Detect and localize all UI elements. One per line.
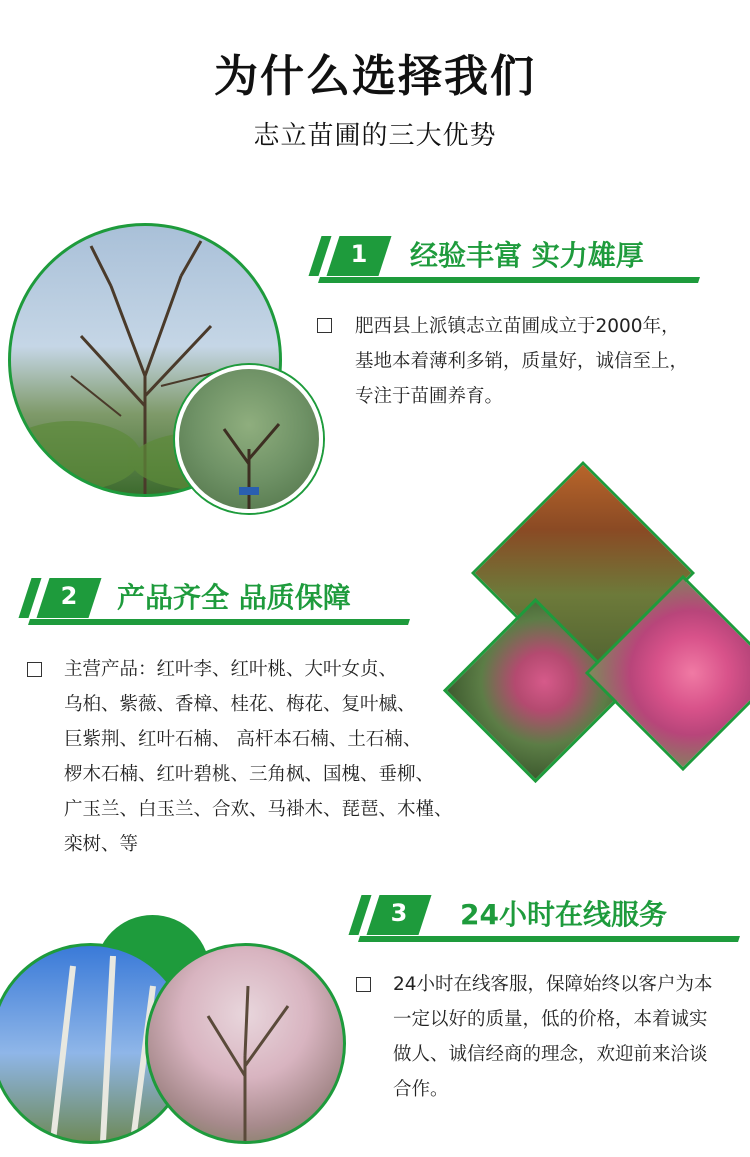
section-2-line: 乌桕、紫薇、香樟、桂花、梅花、复叶槭、: [64, 694, 416, 715]
pink-tree-photo: [145, 943, 346, 1144]
section-1-number: 1: [350, 240, 368, 268]
section-3-line: 24小时在线客服，保障始终以客户为本: [393, 974, 713, 995]
section-2-line: 椤木石楠、红叶碧桃、三角枫、国槐、垂柳、: [64, 764, 435, 785]
section-2-line: 巨紫荆、红叶石楠、 高杆本石楠、土石楠、: [64, 729, 422, 750]
section-3-line: 合作。: [393, 1079, 449, 1100]
section-2-text: [64, 652, 453, 862]
checkbox-icon: [356, 977, 371, 992]
section-2-line: 广玉兰、白玉兰、合欢、马褂木、琵琶、木槿、: [64, 799, 453, 820]
section-2-photos: [440, 460, 750, 780]
section-2-line: 栾树、等: [64, 834, 139, 855]
section-2-heading: 产品齐全 品质保障: [117, 581, 351, 614]
section-3-number: 3: [390, 899, 408, 927]
section-3-header: [355, 895, 740, 945]
section-1-header: [315, 236, 700, 286]
section-2-number: 2: [60, 582, 78, 610]
section-1-heading: 经验丰富 实力雄厚: [410, 239, 644, 272]
page-subtitle: 志立苗圃的三大优势: [253, 121, 497, 151]
tree-photo-small: [175, 365, 323, 513]
section-3-heading: 24小时在线服务: [460, 898, 667, 931]
section-1-text: [355, 309, 688, 414]
page-title: 为什么选择我们: [214, 51, 536, 102]
checkbox-icon: [27, 662, 42, 677]
section-3-line: 做人、诚信经商的理念，欢迎前来洽谈: [393, 1044, 708, 1065]
section-3-line: 一定以好的质量，低的价格，本着诚实: [393, 1009, 708, 1030]
section-2-line: 主营产品：红叶李、红叶桃、大叶女贞、: [64, 659, 398, 680]
section-1-line: 基地本着薄利多销，质量好，诚信至上，: [355, 351, 689, 372]
checkbox-icon: [317, 318, 332, 333]
section-3-photos: [0, 915, 345, 1157]
section-3-text: [393, 967, 713, 1107]
section-1-photos: [0, 215, 330, 505]
section-1-line: 肥西县上派镇志立苗圃成立于2000年，: [355, 316, 680, 337]
section-1-line: 专注于苗圃养育。: [355, 386, 504, 407]
section-2-header: [25, 578, 410, 628]
